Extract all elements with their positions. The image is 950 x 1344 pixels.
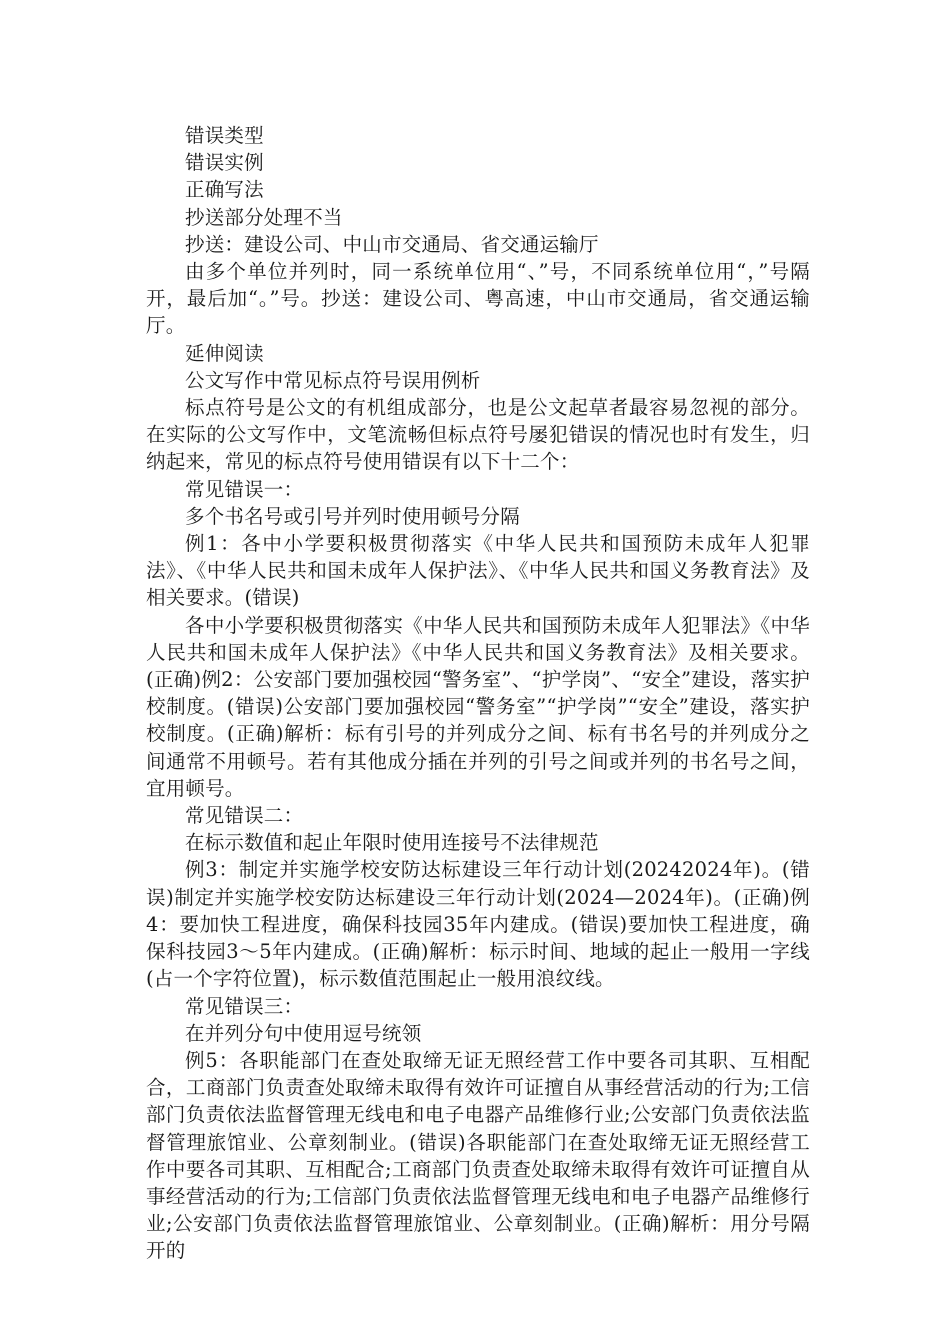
- error-heading-1: 常见错误一：: [185, 477, 304, 501]
- heading-correct-form: 正确写法: [185, 178, 264, 202]
- article-title: 公文写作中常见标点符号误用例析: [185, 368, 481, 392]
- error-title-2: 在标示数值和起止年限时使用连接号不法律规范: [185, 831, 599, 855]
- heading-error-type: 错误类型: [185, 124, 264, 147]
- error-heading-2: 常见错误二：: [185, 804, 304, 828]
- table-cell-correct-form: 由多个单位并列时，同一系统单位用“、”号，不同系统单位用“，”号隔开，最后加“。”号。抄送：建设公司、粤高速，中山市交通局，省交通运输厅。: [146, 260, 810, 338]
- intro-paragraph: 标点符号是公文的有机组成部分，也是公文起草者最容易忽视的部分。在实际的公文写作中，文笔流畅但标点符号屡犯错误的情况也时有发生，归纳起来，常见的标点符号使用错误有以下十二个：: [146, 396, 810, 474]
- example-1-paragraph: 例1：各中小学要积极贯彻落实《中华人民共和国预防未成年人犯罪法》、《中华人民共和国未成年人保护法》、《中华人民共和国义务教育法》及相关要求。(错误): [146, 532, 810, 610]
- example-1-correction-paragraph: 各中小学要积极贯彻落实《中华人民共和国预防未成年人犯罪法》《中华人民共和国未成年人保护法》《中华人民共和国义务教育法》及相关要求。(正确)例2：公安部门要加强校园“警务室”、“护学岗”、“安全”建设，落实护校制度。(错误)公安部门要加强校园“警务室”“护学岗”“安全”建设，落实护校制度。(正确)解析：标有引号的并列成分之间、标有书名号的并列成分之间通常不用顿号。若有其他成分插在并列的引号之间或并列的书名号之间，宜用顿号。: [146, 613, 810, 800]
- table-cell-error-example: 抄送：建设公司、中山市交通局、省交通运输厅: [185, 232, 599, 256]
- document-body: [146, 122, 810, 1265]
- example-3-paragraph: 例3：制定并实施学校安防达标建设三年行动计划(20242024年)。(错误)制定并实施学校安防达标建设三年行动计划(2024—2024年)。(正确)例4：要加快工程进度，确保科技园35年内建成。(错误)要加快工程进度，确保科技园3～5年内建成。(正确)解析：标示时间、地域的起止一般用一字线(占一个字符位置)，标示数值范围起止一般用浪纹线。: [146, 858, 810, 991]
- error-title-1: 多个书名号或引号并列时使用顿号分隔: [185, 504, 520, 528]
- heading-error-example: 错误实例: [185, 151, 264, 175]
- error-title-3: 在并列分句中使用逗号统领: [185, 1021, 422, 1045]
- error-heading-3: 常见错误三：: [185, 994, 304, 1018]
- table-cell-error-type: 抄送部分处理不当: [185, 205, 343, 229]
- section-title-extended-reading: 延伸阅读: [185, 341, 264, 365]
- example-5-paragraph: 例5：各职能部门在查处取缔无证无照经营工作中要各司其职、互相配合，工商部门负责查处取缔未取得有效许可证擅自从事经营活动的行为;工信部门负责依法监督管理无线电和电子电器产品维修行业;公安部门负责依法监督管理旅馆业、公章刻制业。(错误)各职能部门在查处取缔无证无照经营工作中要各司其职、互相配合;工商部门负责查处取缔未取得有效许可证擅自从事经营活动的行为;工信部门负责依法监督管理无线电和电子电器产品维修行业;公安部门负责依法监督管理旅馆业、公章刻制业。(正确)解析：用分号隔开的: [146, 1048, 810, 1263]
